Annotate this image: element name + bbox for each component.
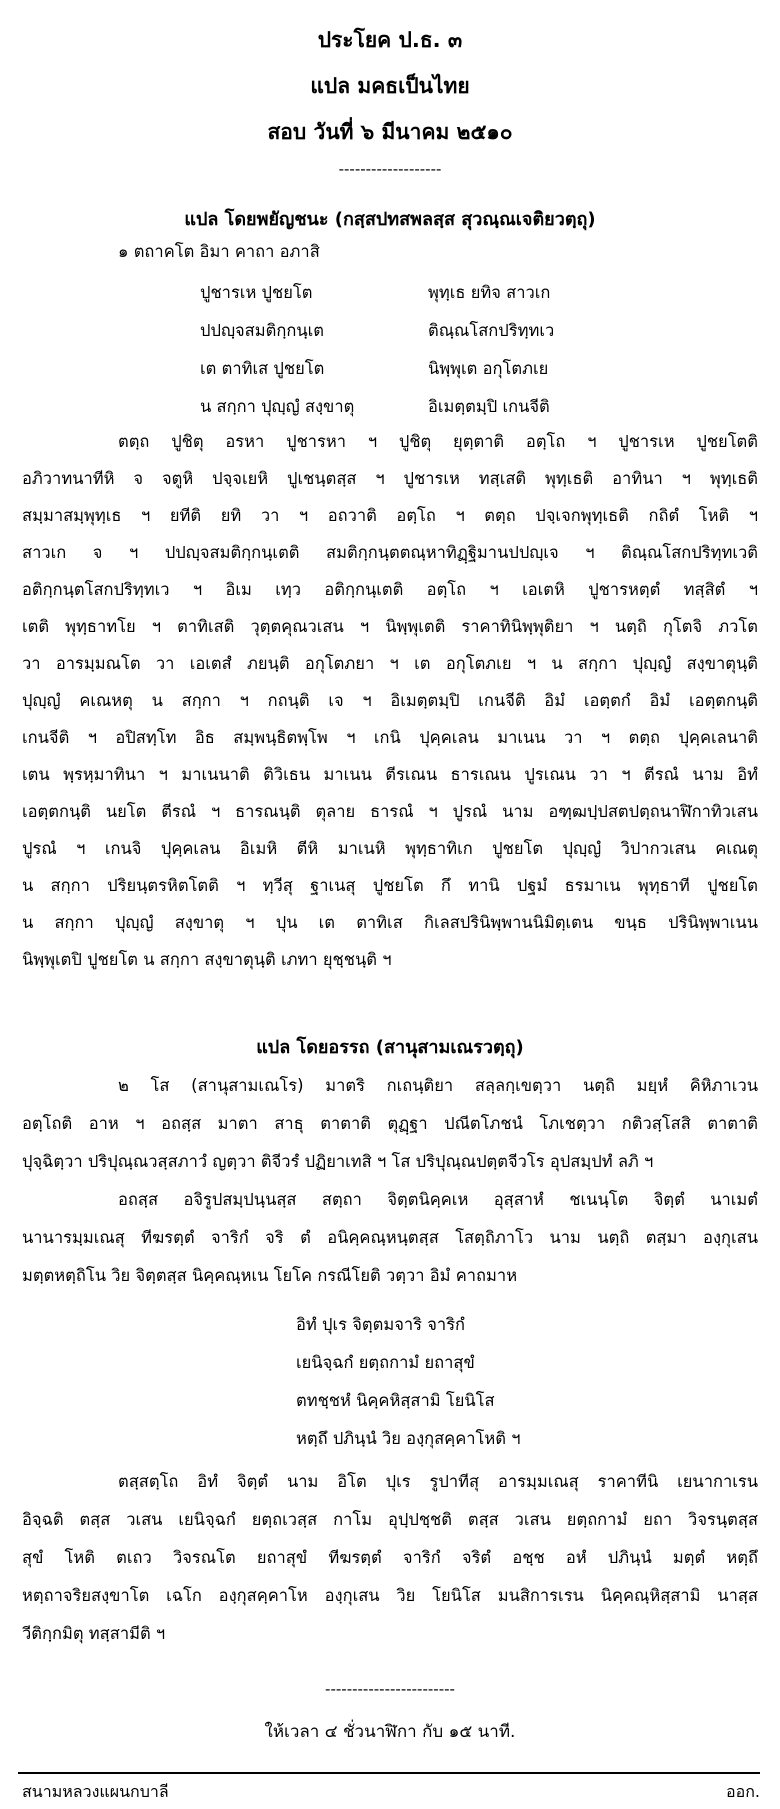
verse-right: พุทฺเธ ยทิจ สาวเก bbox=[428, 283, 551, 302]
footer-rule bbox=[18, 1772, 760, 1774]
footer-issuer: สนามหลวงแผนกบาลี bbox=[22, 1782, 169, 1801]
paragraph-line: ปุญฺญํ คเณหตุ น สกฺกา ฯ กถนฺติ เจ ฯ อิเมตฺตมฺปิ เกนจีติ อิมํ เอตฺตกํ อิมํ เอตฺตกนฺติ bbox=[22, 691, 758, 710]
section1-intro: ๑ ตถาคโต อิมา คาถา อภาสิ bbox=[118, 242, 320, 261]
exam-subject-title: แปล มคธเป็นไทย bbox=[310, 74, 470, 98]
verse-left: ปปญฺจสมติกฺกนฺเต bbox=[200, 321, 324, 340]
paragraph-line: ตตฺถ ปูชิตุ อรหา ปูชารหา ฯ ปูชิตุ ยุตฺตาติ อตฺโถ ฯ ปูชารเห ปูชยโตติ bbox=[118, 432, 758, 451]
verse-left: น สกฺกา ปุญฺญํ สงฺขาตุ bbox=[200, 397, 355, 416]
section1-heading: แปล โดยพยัญชนะ (กสฺสปทสพลสฺส สุวณฺณเจติยวตฺถุ) bbox=[184, 209, 596, 230]
section2-heading: แปล โดยอรรถ (สานุสามเณรวตฺถุ) bbox=[256, 1037, 524, 1058]
paragraph-line: วีติกฺกมิตุ ทสฺสามีติ ฯ bbox=[22, 1624, 166, 1643]
paragraph-line: เกนจีติ ฯ อปิสทฺโท อิธ สมฺพนฺธิตพฺโพ ฯ เกนิ ปุคฺคเลน มาเนน วา ฯ ตตฺถ ปุคฺคเลนาติ bbox=[22, 728, 758, 747]
paragraph-line: ตสฺสตฺโถ อิทํ จิตฺตํ นาม อิโต ปุเร รูปาทีสุ อารมฺมเณสุ ราคาทีนิ เยนากาเรน bbox=[118, 1472, 758, 1491]
exam-date-title: สอบ วันที่ ๖ มีนาคม ๒๕๑๐ bbox=[267, 120, 513, 144]
paragraph-line: เตติ พุทฺธาทโย ฯ ตาทิเสติ วุตฺตคุณวเสน ฯ นิพฺพุเตติ ราคาทินิพฺพุติยา ฯ นตฺถิ กุโตจิ ภวโต bbox=[22, 617, 758, 636]
footer-issued-mark: ออก. bbox=[726, 1782, 760, 1801]
paragraph-line: หตฺถาจริยสงฺขาโต เฉโก องฺกุสคฺคาโห องฺกุเสน วิย โยนิโส มนสิการเรน นิคฺคณฺหิสฺสามิ นาสฺส bbox=[22, 1586, 758, 1605]
verse-line: อิทํ ปุเร จิตฺตมจาริ จาริกํ bbox=[296, 1315, 466, 1334]
paragraph-line: เตน พฺรหฺมาทินา ฯ มาเนนาติ ติวิเธน มาเนน ตีรเณน ธารเณน ปูรเณน วา ฯ ตีรณํ นาม อิทํ bbox=[22, 765, 758, 784]
paragraph-line: สมฺมาสมฺพุทฺเธ ฯ ยทีติ ยทิ วา ฯ อถวาติ อตฺโถ ฯ ตตฺถ ปจฺเจกพุทฺเธติ กถิตํ โหติ ฯ bbox=[22, 506, 758, 525]
paragraph-line: สุขํ โหติ ตเถว วิจรณโต ยถาสุขํ ทีฆรตฺตํ จาริกํ จริตํ อชฺช อหํ ปภินฺนํ มตฺตํ หตฺถึ bbox=[22, 1548, 758, 1567]
time-allowed-note: ให้เวลา ๔ ชั่วนาฬิกา กับ ๑๕ นาที. bbox=[264, 1722, 516, 1742]
paragraph-line: อติกฺกนฺตโสกปริทฺทเว ฯ อิเม เทฺว อติกฺกนฺเตติ อตฺโถ ฯ เอเตหิ ปูชารหตฺตํ ทสฺสิตํ ฯ bbox=[22, 580, 758, 599]
verse-line: ตทชฺชหํ นิคฺคหิสฺสามิ โยนิโส bbox=[296, 1391, 495, 1410]
closing-separator: ------------------------ bbox=[325, 1680, 455, 1698]
paragraph-line: วา อารมฺมณโต วา เอเตสํ ภยนฺติ อกุโตภยา ฯ เต อกุโตภเย ฯ น สกฺกา ปุญฺญํ สงฺขาตุนฺติ bbox=[22, 654, 758, 673]
paragraph-line: ปุจฺฉิตฺวา ปริปุณฺณวสฺสภาวํ ญตฺวา ติจีวรํ ปฏิยาเทสิ ฯ โส ปริปุณฺณปตฺตจีวโร อุปสมฺปทํ ลภิ ฯ bbox=[22, 1152, 654, 1171]
verse-right: ติณฺณโสกปริทฺทเว bbox=[428, 321, 555, 340]
paragraph-line: ๒ โส (สานุสามเณโร) มาตริ กเถนฺติยา สลฺลกฺเขตฺวา นตฺถิ มยฺหํ คิหิภาเวน bbox=[118, 1076, 758, 1095]
paragraph-line: อตฺโถติ อาห ฯ อถสฺส มาตา สาธุ ตาตาติ ตุฏฺฐา ปณีตโภชนํ โภเชตฺวา กติวสฺโสสิ ตาตาติ bbox=[22, 1114, 758, 1133]
paragraph-line: นิพฺพุเตปิ ปูชยโต น สกฺกา สงฺขาตุนฺติ เภทา ยุชฺชนฺติ ฯ bbox=[22, 950, 392, 969]
header-separator: ------------------- bbox=[338, 160, 442, 178]
paragraph-line: เอตฺตกนฺติ นยโต ตีรณํ ฯ ธารณนฺติ ตุลาย ธารณํ ฯ ปูรณํ นาม อฑฺฒปฺปสตปตฺถนาฬิกาทิวเสน bbox=[22, 802, 758, 821]
paragraph-line: น สกฺกา ปริยนฺตรหิตโตติ ฯ ทฺวีสุ ฐาเนสุ ปูชยโต กึ ทานิ ปฐมํ ธรมาเน พุทฺธาที ปูชยโต bbox=[22, 876, 758, 895]
verse-line: หตฺถึ ปภินฺนํ วิย องฺกุสคฺคาโหติ ฯ bbox=[296, 1429, 521, 1448]
paragraph-line: อภิวาทนาทีหิ จ จตูหิ ปจฺจเยหิ ปูเชนฺตสฺส ฯ ปูชารเห ทสฺเสติ พุทฺเธติ อาทินา ฯ พุทฺเธติ bbox=[22, 469, 758, 488]
paragraph-line: น สกฺกา ปุญฺญํ สงฺขาตุ ฯ ปุน เต ตาทิเส กิเลสปรินิพฺพานนิมิตฺเตน ขนฺธ ปรินิพฺพาเนน bbox=[22, 913, 758, 932]
verse-line: เยนิจฺฉกํ ยตฺถกามํ ยถาสุขํ bbox=[296, 1353, 475, 1372]
paragraph-line: อถสฺส อจิรูปสมฺปนฺนสฺส สตฺถา จิตฺตนิคฺคเห อุสฺสาหํ ชเนนฺโต จิตฺตํ นาเมตํ bbox=[118, 1190, 758, 1209]
verse-right: นิพฺพุเต อกุโตภเย bbox=[428, 359, 549, 378]
paragraph-line: มตฺตหตฺถิโน วิย จิตฺตสฺส นิคฺคณฺหเน โยโค กรณีโยติ วตฺวา อิมํ คาถมาห bbox=[22, 1266, 518, 1285]
paragraph-line: อิจฺฉติ ตสฺส วเสน เยนิจฺฉกํ ยตฺถเวสฺส กาโม อุปฺปชฺชติ ตสฺส วเสน ยตฺถกามํ ยถา วิจรนฺตสฺส bbox=[22, 1510, 758, 1529]
exam-level-title: ประโยค ป.ธ. ๓ bbox=[317, 28, 463, 52]
verse-right: อิเมตฺตมฺปิ เกนจีติ bbox=[428, 397, 550, 416]
paragraph-line: ปูรณํ ฯ เกนจิ ปุคฺคเลน อิเมหิ ตีหิ มาเนหิ พุทฺธาทิเก ปูชยโต ปุญฺญํ วิปากวเสน คเณตุ bbox=[22, 839, 758, 858]
verse-left: ปูชารเห ปูชยโต bbox=[200, 283, 313, 302]
paragraph-line: นานารมฺมเณสุ ทีฆรตฺตํ จาริกํ จริ ตํ อนิคฺคณฺหนฺตสฺส โสตฺถิภาโว นาม นตฺถิ ตสฺมา องฺกุเสน bbox=[22, 1228, 758, 1247]
verse-left: เต ตาทิเส ปูชยโต bbox=[200, 359, 325, 378]
paragraph-line: สาวเก จ ฯ ปปญฺจสมติกฺกนฺเตติ สมติกฺกนฺตตณฺหาทิฏฺฐิมานปปญฺเจ ฯ ติณฺณโสกปริทฺทเวติ bbox=[22, 543, 758, 562]
